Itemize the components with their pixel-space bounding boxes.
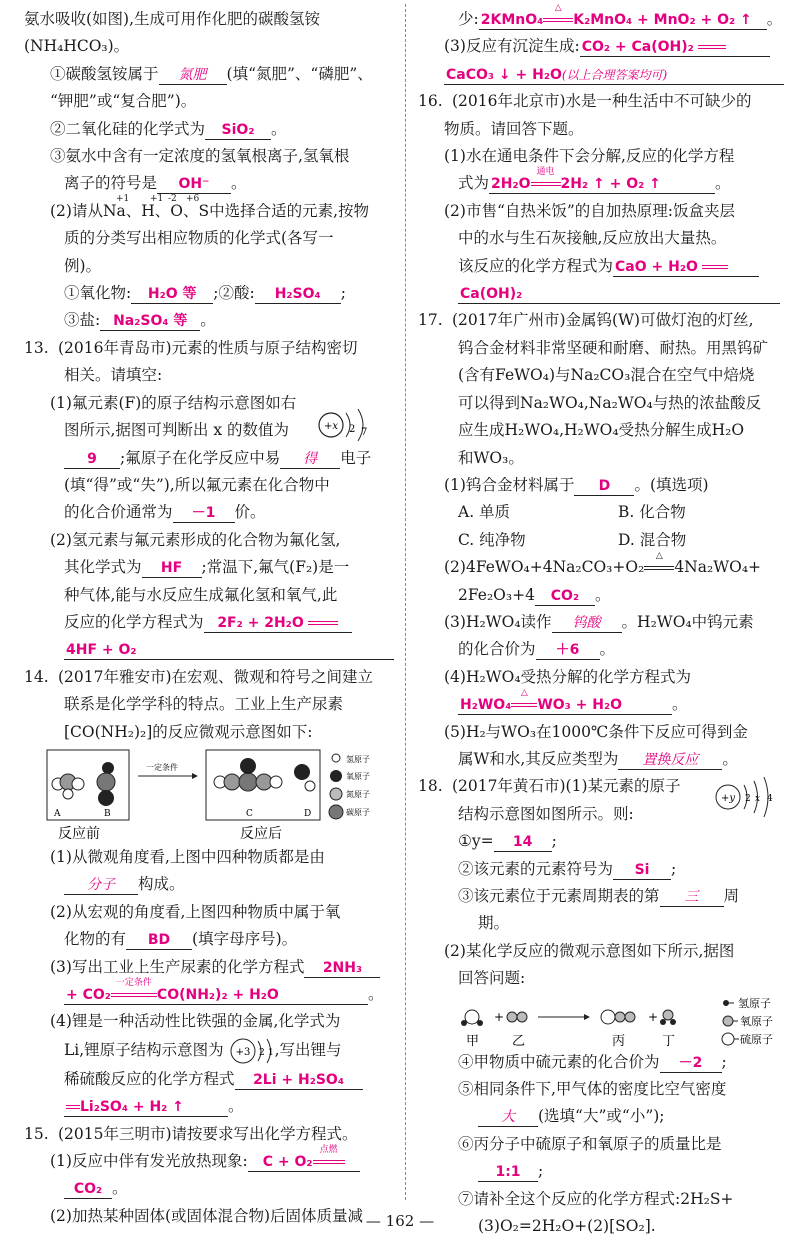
answer: CaCO₃ ↓ + H₂O [446,66,562,83]
question-14: 14. (2017年雅安市)在宏观、微观和符号之间建立 [24,667,374,686]
answer: ＋6 [555,642,580,659]
answer: －2 [678,1054,703,1071]
svg-text:x: x [755,793,761,804]
answer: 三 [684,889,699,905]
answer: 1:1 [495,1164,521,1181]
question-17: 17. (2017年广州市)金属钨(W)可做灯泡的灯丝, [418,311,754,330]
answer: 钨酸 [572,614,601,631]
answer: －1 [191,505,216,522]
svg-text:1: 1 [267,1047,274,1058]
lithium-atom-diagram [229,1036,275,1066]
svg-text:+x: +x [323,421,339,433]
svg-text:氢原子: 氢原子 [738,996,771,1010]
svg-text:2: 2 [745,793,751,804]
right-column: 少: 2KMnO₄ △ K₂MnO₄ + MnO₂ + O₂ ↑ 。 (3)反应有沉淀生成: CO₂ + Ca(OH)₂ CaCO₃ ↓ + H₂O(以上合理答案均可) 16. (2016年北京市)水是一种生活中不可缺少的 物质。请回答下题。 (1)水在通电条件下会分解,反应的化学方程 式为 2H₂O 通电 2H₂ ↑ + O₂ ↑ 。 (2)市售“自热米饭”的自加热原理:饭盒夹层 中的水与生石灰接触,反应放出大量热。 该反应的化学方程式为 CaO + H₂O Ca(OH)₂ 17. (2017年广州市)金属钨(W)可做灯泡的灯丝, 钨合金材料非常坚硬和耐磨、耐热。用黑钨矿 (含有FeWO₄)与Na₂CO₃混合在空气中焙烧 可以得到Na₂WO₄,Na₂WO₄与热的浓盐酸反 应生成H₂WO₄,H₂WO₄受热分解生成H₂O 和WO₃。 (1)钨合金材料属于 D 。(填选项) A. 单质 B. 化合物 C. 纯净物 D. 混合物 (2)4FeWO₄+4Na₂CO₃+O₂ △ 4Na₂WO₄+ 2Fe₂O₃+4 CO₂ 。 (3)H₂WO₄读作 钨酸 。H₂WO₄中钨元素 的化合价为 ＋6 。 (4)H₂WO₄受热分解的化学方程式为 H₂WO₄ △ WO₃ + H₂O 。 (5)H₂与WO₃在1000℃条件下反应可得到金 属W和水,其反应类型为 置换反应 。 18. (2017年黄石市)(1)某元素的原子 结构示意图如图所示。则: +y 2 x 4 ①y= 14 ; ②该元素的元素符号为 Si ; ③该元素位于元素周期表的第 三 周 期。 (2)某化学反应的微观示意图如下所示,据图 回答问题: + + 甲 乙 丙 丁 氢原子 氧原子 硫原子 ④甲物质中硫元素的化合价为 －2 ; ⑤相同条件下,甲气体的密度比空气密度 大 (选填“大”或“小”); ⑥丙分子中硫原子和氧原子的质量比是 1:1 ; ⑦请补全这个反应的化学方程式:2H₂S+ (3)O₂=2H₂O+(2)[SO₂]. [418,6,786,1240]
answer: Li₂SO₄ + H₂ ↑ [80,1099,184,1116]
svg-text:甲: 甲 [466,1033,480,1049]
answer: 2NH₃ [322,959,363,976]
text-line: 氨水吸收(如图),生成可用作化肥的碳酸氢铵 [24,10,321,28]
svg-text:+: + [494,1009,505,1024]
svg-text:D: D [304,808,312,819]
answer: 14 [512,834,533,851]
svg-text:A: A [54,808,61,819]
urea-reaction-diagram [24,748,394,844]
answer: CO₂ [73,1181,103,1198]
svg-text:C: C [246,808,253,819]
svg-text:一定条件: 一定条件 [146,762,178,772]
answer: CO₂ + Ca(OH)₂ [581,39,694,56]
svg-text:2: 2 [258,1047,265,1058]
answer: 大 [501,1109,515,1126]
svg-text:B: B [104,808,111,819]
answer: H₂O 等 [147,286,197,303]
answer: 分子 [87,877,115,894]
answer: CO₂ [550,587,580,604]
answer: 9 [87,450,97,467]
answer: 2F₂ + 2H₂O [217,614,304,631]
svg-text:2: 2 [349,424,356,436]
svg-text:7: 7 [361,427,368,439]
question-16: 16. (2016年北京市)水是一种生活中不可缺少的 [418,92,752,111]
answer: Na₂SO₄ 等 [113,313,188,330]
question-13: 13. (2016年青岛市)元素的性质与原子结构密切 [24,338,358,357]
column-divider [405,4,406,1200]
left-column: 氨水吸收(如图),生成可用作化肥的碳酸氢铵 (NH₄HCO₃)。 ①碳酸氢铵属于 氮肥 (填“氮肥”、“磷肥”、 “钾肥”或“复合肥”)。 ②二氧化硅的化学式为 SiO₂ 。 ③氨水中含有一定浓度的氢氧根离子,氢氧根 离子的符号是 OH⁻ 。 (2)请从Na、H、O、S中选择合适的元素,按物 +1 +1 -2 +6 质的分类写出相应物质的化学式(各写一 例)。 ①氧化物: H₂O 等 ;②酸: H₂SO₄ ; ③盐: Na₂SO₄ 等 。 13. (2016年青岛市)元素的性质与原子结构密切 相关。请填空: (1)氟元素(F)的原子结构示意图如右 图所示,据图可判断出 x 的数值为 +x 2 7 9 ;氟原子在化学反应中易 得 电子 (填“得”或“失”),所以氟元素在化合物中 的化合价通常为 －1 价。 (2)氢元素与氟元素形成的化合物为氟化氢, 其化学式为 HF ;常温下,氟气(F₂)是一 种气体,能与水反应生成氟化氢和氧气,此 反应的化学方程式为 2F₂ + 2H₂O 4HF + O₂ 14. (2017年雅安市)在宏观、微观和符号之间建立 联系是化学学科的特点。工业上生产尿素 [CO(NH₂)₂]的反应微观示意图如下: A B 一定条件 C D 氢原子 氧原子 氮原子 碳原子 反应前 反应后 (1)从微观角度看,上图中四种物质都是由 分子 构成。 (2)从宏观的角度看,上图四种物质中属于氧 化物的有 BD (填字母序号)。 (3)写出工业上生产尿素的化学方程式 2NH₃ + CO₂ 一定条件 CO(NH₂)₂ + H₂O 。 (4)锂是一种活动性比铁强的金属,化学式为 Li,锂原子结构示意图为 +3 2 1 ,写出锂与 稀硫酸反应的化学方程式 2Li + H₂SO₄ Li₂SO₄ + H₂ ↑ 。 15. (2015年三明市)请按要求写出化学方程式。 (1)反应中伴有发光放热现象: C + O₂ 点燃 CO₂ 。 (2)加热某种固体(或固体混合物)后固体质量减 [24,6,394,1230]
answer: Si [634,861,650,878]
element-atom-diagram [714,771,782,821]
page-number: — 162 — [365,1212,435,1230]
h2s-reaction-diagram [418,995,786,1049]
answer: 氮肥 [178,66,207,83]
svg-text:丁: 丁 [662,1033,676,1049]
answer: C + O₂ [262,1154,313,1171]
svg-text:丙: 丙 [612,1033,626,1049]
question-18: 18. (2017年黄石市)(1)某元素的原子 [418,777,681,796]
question-15: 15. (2015年三明市)请按要求写出化学方程式。 [24,1124,358,1143]
svg-text:+: + [648,1009,659,1024]
answer: CaO + H₂O [615,258,698,275]
svg-text:氧原子: 氧原子 [740,1014,773,1028]
fluorine-atom-diagram [316,403,378,447]
svg-text:氢原子: 氢原子 [346,754,370,764]
answer: SiO₂ [221,121,255,138]
answer: OH⁻ [178,176,210,193]
answer: 2Li + H₂SO₄ [253,1071,344,1088]
svg-text:反应后: 反应后 [240,825,282,842]
answer: 得 [303,450,318,467]
svg-text:+3: +3 [235,1046,250,1058]
svg-text:氧原子: 氧原子 [346,771,370,781]
svg-text:+y: +y [720,792,736,804]
svg-text:氮原子: 氮原子 [346,789,370,799]
text-line: (NH₄HCO₃)。 [24,37,130,56]
svg-text:硫原子: 硫原子 [740,1032,773,1046]
answer: HF [160,560,183,577]
svg-text:反应前: 反应前 [58,825,100,842]
answer: BD [147,932,171,949]
answer: D [598,477,611,494]
answer: Ca(OH)₂ [460,286,523,303]
svg-text:碳原子: 碳原子 [346,807,370,817]
answer: 4HF + O₂ [66,642,137,659]
answer: 置换反应 [642,751,699,768]
svg-text:4: 4 [767,793,773,804]
answer: H₂SO₄ [274,286,321,303]
svg-text:乙: 乙 [512,1033,526,1049]
